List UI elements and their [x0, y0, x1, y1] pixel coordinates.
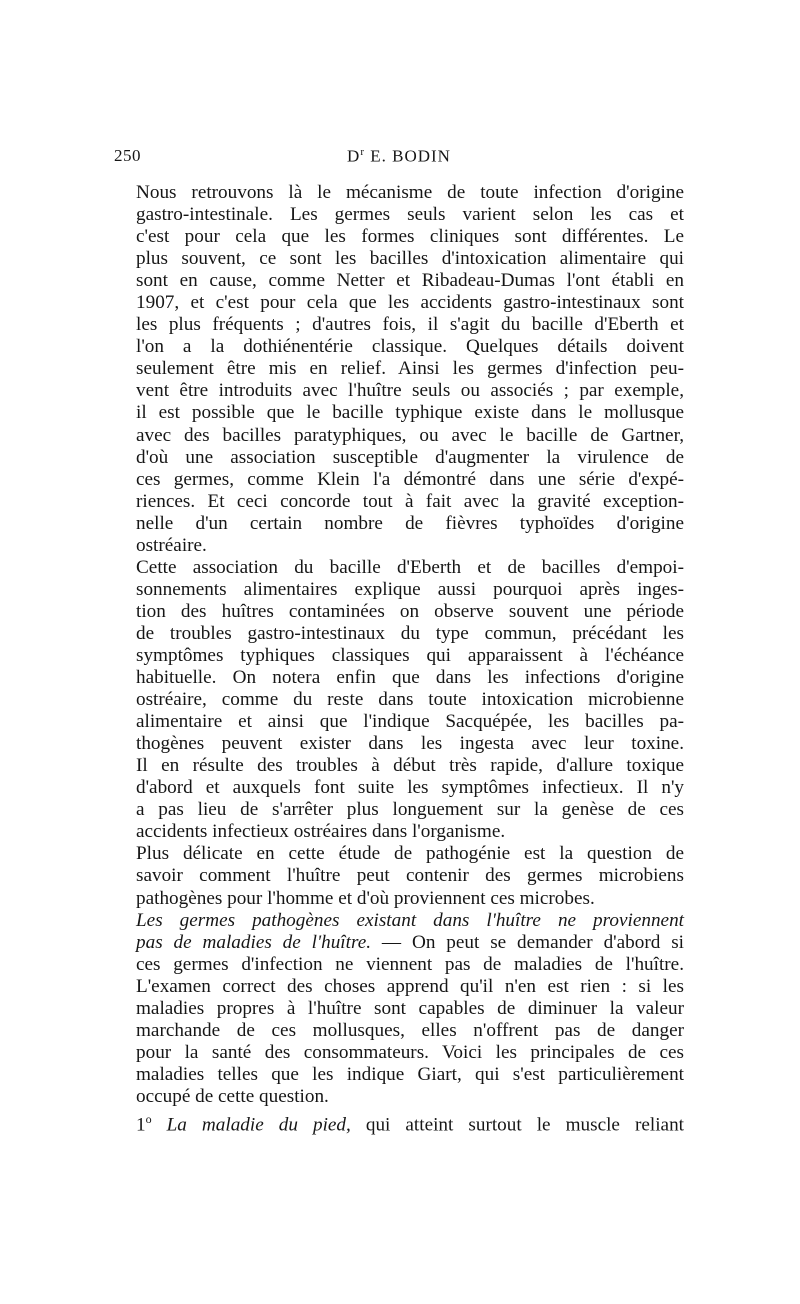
- body-text: [114, 182, 684, 1136]
- item-heading-italic: La maladie du pied,: [166, 1114, 351, 1136]
- text-line: les plus fréquents ; d'autres fois, il s'agit du bacille d'Eberth et: [136, 314, 684, 336]
- text-line: gastro-intestinale. Les germes seuls varient selon les cas et: [136, 204, 684, 226]
- text-line: occupé de cette question.: [136, 1085, 329, 1107]
- text-line: Nous retrouvons là le mécanisme de toute infection d'origine: [136, 182, 684, 203]
- list-number-superscript: o: [145, 1111, 152, 1126]
- paragraph-1: [114, 182, 684, 557]
- text-line: thogènes peuvent exister dans les ingesta avec leur toxine.: [136, 733, 684, 755]
- text-line: ostréaire, comme du reste dans toute intoxication microbienne: [136, 689, 684, 711]
- text-line: ces germes d'infection ne viennent pas de maladies de l'huître.: [136, 953, 684, 975]
- text-line: habituelle. On notera enfin que dans les infections d'origine: [136, 667, 684, 689]
- text-line: Il en résulte des troubles à début très rapide, d'allure toxique: [136, 755, 684, 777]
- text-line: pathogènes pour l'homme et d'où proviennent ces microbes.: [136, 887, 595, 909]
- text-line: [114, 932, 684, 954]
- paragraph-2: [114, 557, 684, 844]
- text-line: Plus délicate en cette étude de pathogénie est la question de: [136, 843, 684, 865]
- text-line: il est possible que le bacille typhique existe dans le mollusque: [136, 402, 684, 424]
- text-line: marchande de ces mollusques, elles n'offrent pas de danger: [136, 1019, 684, 1041]
- text-line: 1907, et c'est pour cela que les accidents gastro-intestinaux sont: [136, 292, 684, 314]
- text-line: d'abord et auxquels font suite les symptômes infectieux. Il n'y: [136, 777, 684, 799]
- text-line: riences. Et ceci concorde tout à fait avec la gravité exception-: [136, 490, 684, 512]
- text-line: [114, 910, 684, 932]
- page-number: 250: [114, 146, 141, 165]
- paragraph-3: [114, 843, 684, 909]
- text-line: [114, 1108, 684, 1136]
- text-line: nelle d'un certain nombre de fièvres typhoïdes d'origine: [136, 512, 684, 534]
- author-prefix-superscript: r: [360, 146, 365, 158]
- text-line: Cette association du bacille d'Eberth et de bacilles d'empoi-: [136, 556, 684, 578]
- text-line: maladies telles que les indique Giart, qui s'est particulièrement: [136, 1063, 684, 1085]
- text-run: qui atteint surtout le muscle reliant: [350, 1114, 684, 1136]
- text-line: c'est pour cela que les formes cliniques sont différentes. Le: [136, 226, 684, 248]
- text-line: ostréaire.: [136, 534, 207, 556]
- section-heading-italic: Les germes pathogènes existant dans l'huître ne proviennent: [136, 909, 684, 931]
- text-line: a pas lieu de s'arrêter plus longuement sur la genèse de ces: [136, 799, 684, 821]
- paragraph-4: [114, 910, 684, 1108]
- running-header: [114, 146, 684, 170]
- text-line: maladies propres à l'huître sont capables de diminuer la valeur: [136, 997, 684, 1019]
- list-number: 1: [136, 1114, 146, 1136]
- text-line: seulement être mis en relief. Ainsi les germes d'infection peu-: [136, 358, 684, 380]
- text-line: vent être introduits avec l'huître seuls ou associés ; par exemple,: [136, 380, 684, 402]
- running-head-author: [114, 146, 684, 167]
- text-line: L'examen correct des choses apprend qu'il n'en est rien : si les: [136, 975, 684, 997]
- text-line: symptômes typhiques classiques qui apparaissent à l'échéance: [136, 644, 684, 666]
- text-line: l'on a la dothiénentérie classique. Quelques détails doivent: [136, 336, 684, 358]
- text-line: pour la santé des consommateurs. Voici les principales de ces: [136, 1041, 684, 1063]
- author-name: E. BODIN: [370, 146, 451, 166]
- text-line: alimentaire et ainsi que l'indique Sacquépée, les bacilles pa-: [136, 711, 684, 733]
- text-line: de troubles gastro-intestinaux du type commun, précédant les: [136, 622, 684, 644]
- text-line: accidents infectieux ostréaires dans l'organisme.: [136, 821, 506, 843]
- text-line: sonnements alimentaires explique aussi pourquoi après inges-: [136, 578, 684, 600]
- text-line: savoir comment l'huître peut contenir des germes microbiens: [136, 865, 684, 887]
- text-line: sont en cause, comme Netter et Ribadeau-Dumas l'ont établi en: [136, 270, 684, 292]
- text-run: — On peut se demander d'abord si: [371, 931, 684, 953]
- text-line: tion des huîtres contaminées on observe souvent une période: [136, 600, 684, 622]
- text-line: d'où une association susceptible d'augmenter la virulence de: [136, 446, 684, 468]
- text-line: ces germes, comme Klein l'a démontré dans une série d'expé-: [136, 468, 684, 490]
- section-heading-italic-cont: pas de maladies de l'huître.: [136, 931, 372, 953]
- text-line: plus souvent, ce sont les bacilles d'intoxication alimentaire qui: [136, 248, 684, 270]
- author-prefix: D: [347, 146, 361, 166]
- text-line: avec des bacilles paratyphiques, ou avec le bacille de Gartner,: [136, 424, 684, 446]
- paragraph-5: [114, 1108, 684, 1136]
